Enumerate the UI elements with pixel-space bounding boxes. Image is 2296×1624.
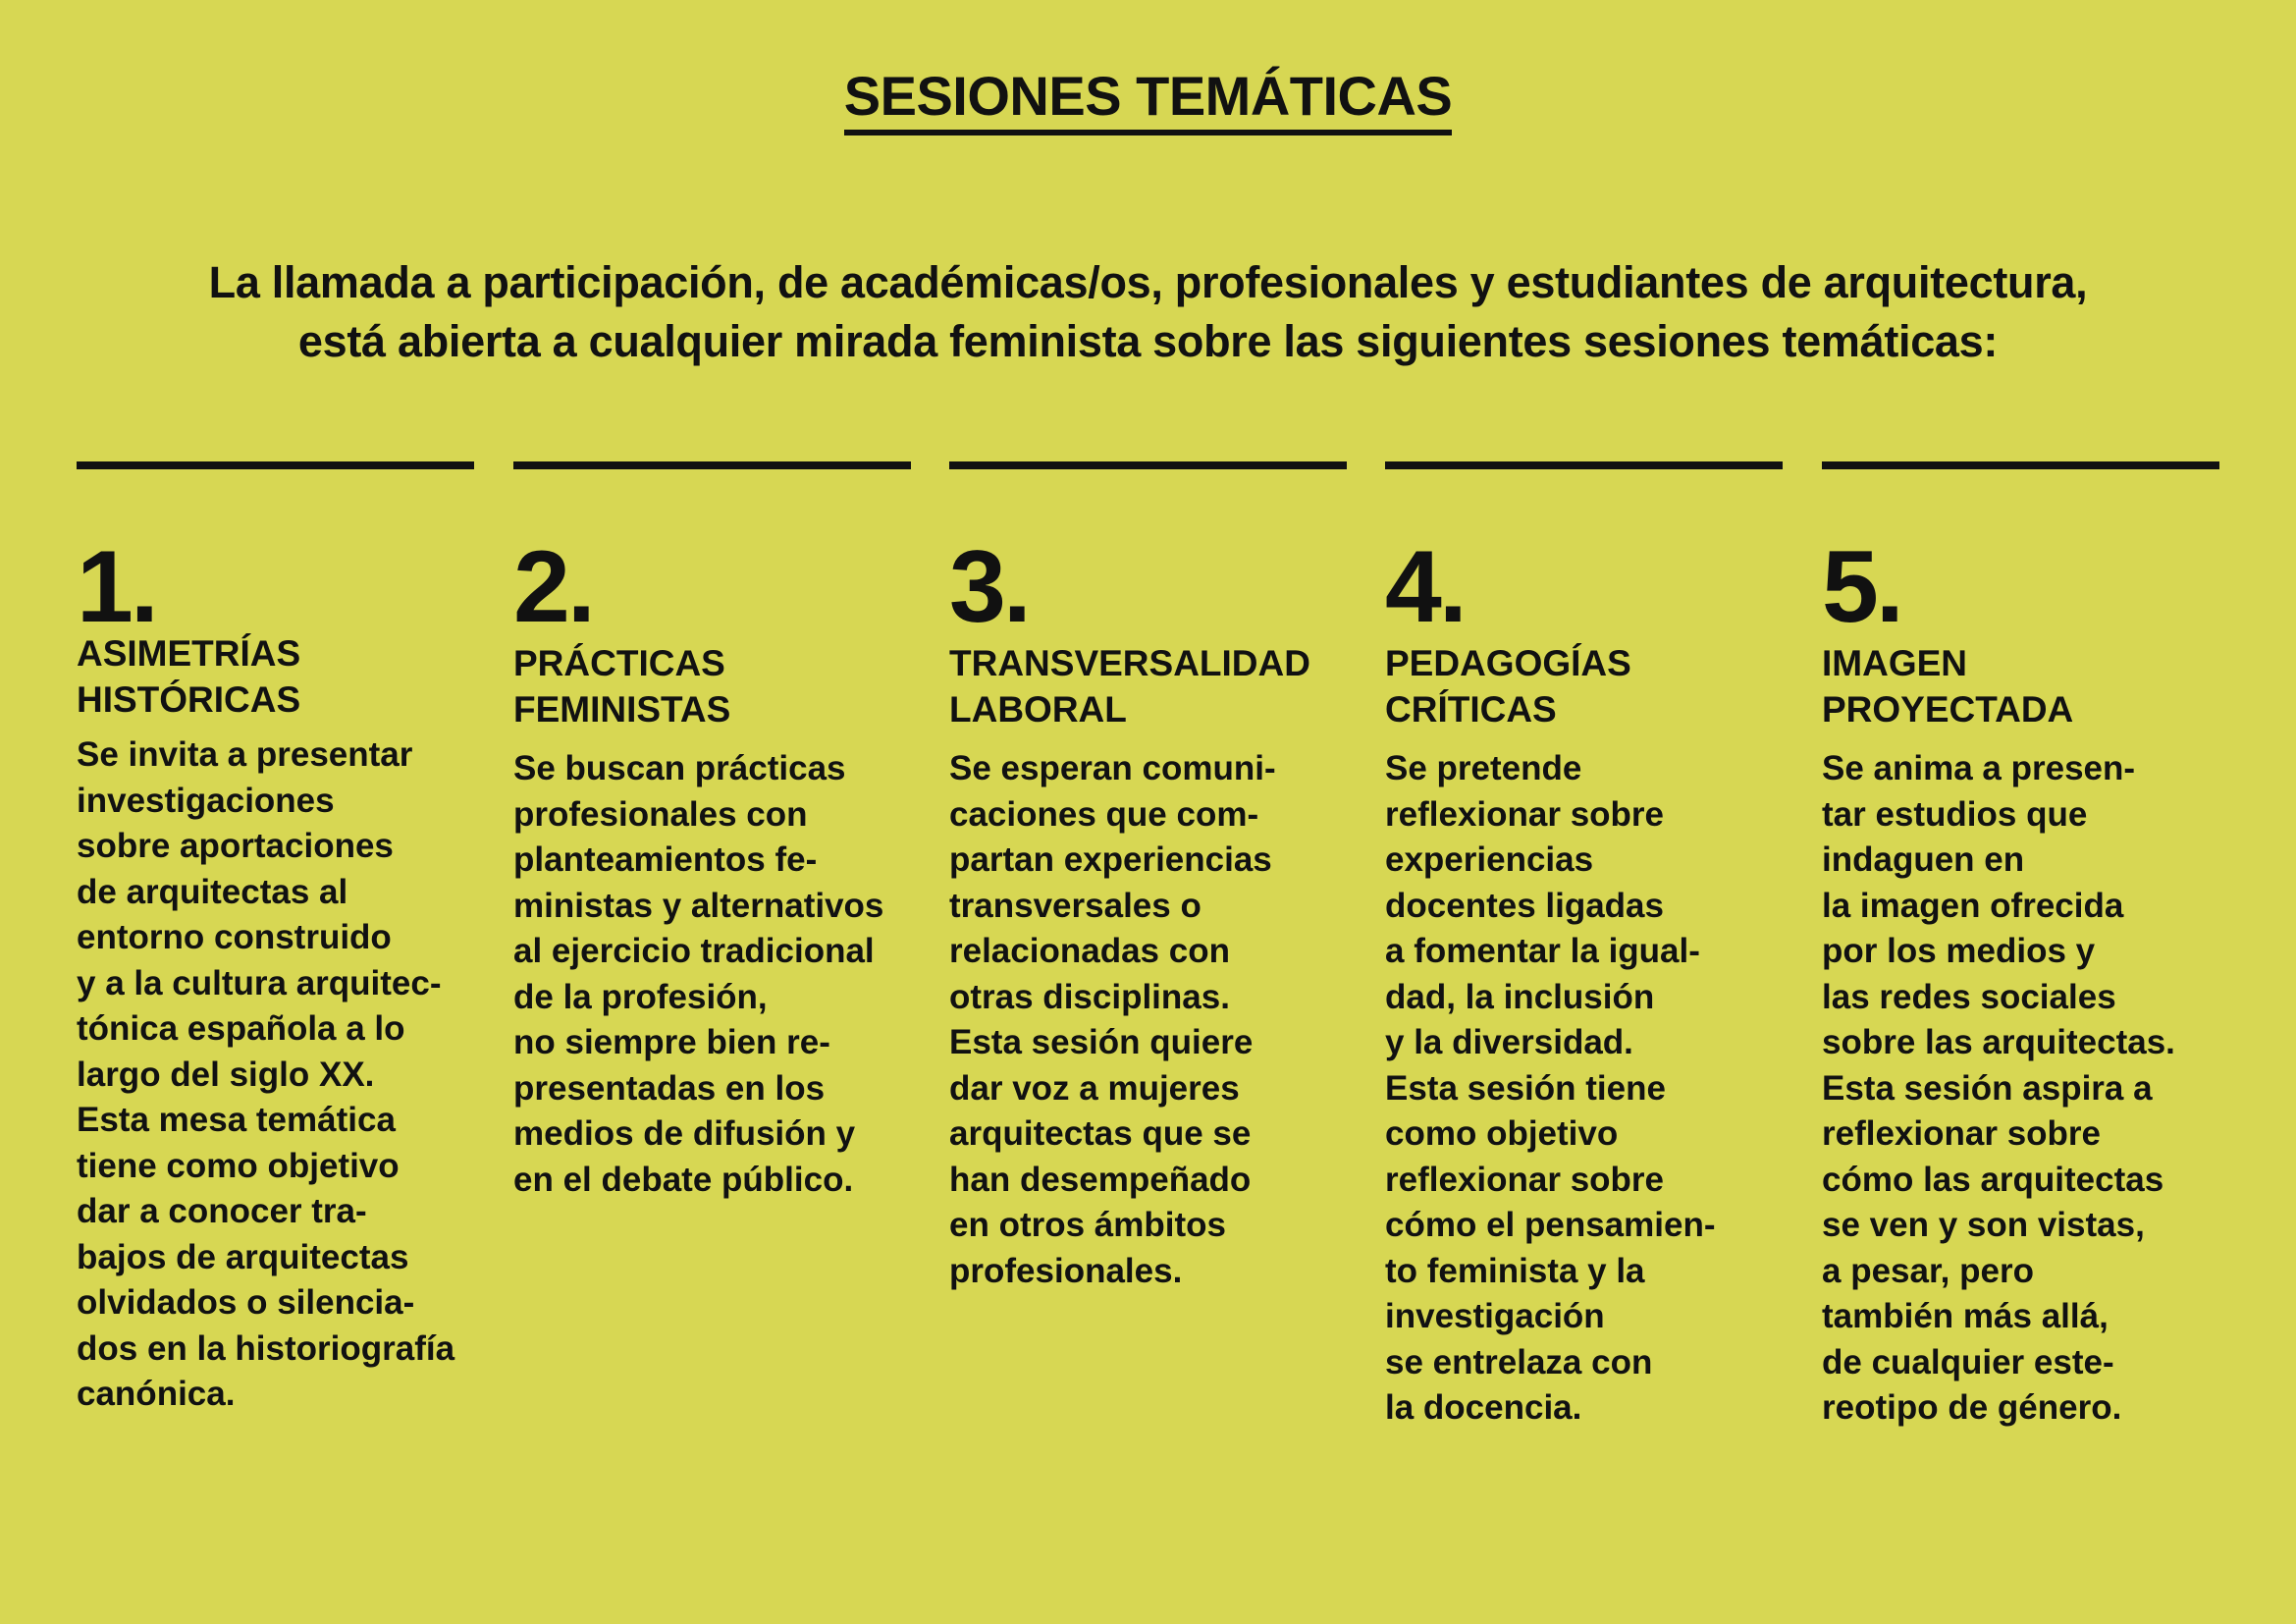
session-description: Se invita a presentar investigaciones sobre aportaciones de arquitectas al entorno construido y a la cultura arquitec- tónica española a lo largo del siglo XX. Esta mesa temática tiene como objetivo dar a conocer tra- bajos de arquitectas olvidados o silencia- dos en la historiografía canónica. <box>77 735 455 1413</box>
session-number: 5. <box>1822 530 1901 644</box>
session-title: TRANSVERSALIDAD LABORAL <box>949 643 1310 730</box>
session-column-4 <box>1385 461 1783 1432</box>
session-title: ASIMETRÍAS HISTÓRICAS <box>77 633 301 720</box>
intro-line-1: La llamada a participación, de académicas/os, profesionales y estudiantes de arquitectura, <box>208 257 2088 307</box>
session-number: 1. <box>77 530 156 644</box>
session-divider <box>77 461 474 469</box>
session-description: Se buscan prácticas profesionales con planteamientos fe- ministas y alternativos al ejercicio tradicional de la profesión, no siempre bien re- presentadas en los medios de difusión y en el debate público. <box>513 749 884 1199</box>
session-title: IMAGEN PROYECTADA <box>1822 643 2074 730</box>
session-description: Se pretende reflexionar sobre experiencias docentes ligadas a fomentar la igual- dad, la inclusión y la diversidad. Esta sesión tiene como objetivo reflexionar sobre cómo el pensamien- to feminista y la investigación se entrelaza con la docencia. <box>1385 749 1716 1427</box>
session-column-3 <box>949 461 1347 1294</box>
session-divider <box>513 461 911 469</box>
session-number: 4. <box>1385 530 1465 644</box>
session-column-1 <box>77 461 474 1418</box>
session-divider <box>1822 461 2219 469</box>
session-title: PRÁCTICAS FEMINISTAS <box>513 643 731 730</box>
session-divider <box>1385 461 1783 469</box>
session-divider <box>949 461 1347 469</box>
session-number: 2. <box>513 530 593 644</box>
session-description: Se esperan comuni- caciones que com- partan experiencias transversales o relacionadas con otras disciplinas. Esta sesión quiere dar voz a mujeres arquitectas que se han desempeñado en otros ámbitos profesionales. <box>949 749 1276 1290</box>
intro-paragraph <box>59 253 2237 371</box>
page-title: SESIONES TEMÁTICAS <box>0 65 2296 135</box>
session-column-5 <box>1822 461 2219 1432</box>
intro-line-2: está abierta a cualquier mirada feminista sobre las siguientes sesiones temáticas: <box>297 316 1999 366</box>
session-title: PEDAGOGÍAS CRÍTICAS <box>1385 643 1631 730</box>
session-number: 3. <box>949 530 1029 644</box>
session-description: Se anima a presen- tar estudios que indaguen en la imagen ofrecida por los medios y las redes sociales sobre las arquitectas. Esta sesión aspira a reflexionar sobre cómo las arquitectas se ven y son vistas, a pesar, pero también más allá, de cualquier este- reotipo de género. <box>1822 749 2175 1427</box>
session-column-2 <box>513 461 911 1203</box>
